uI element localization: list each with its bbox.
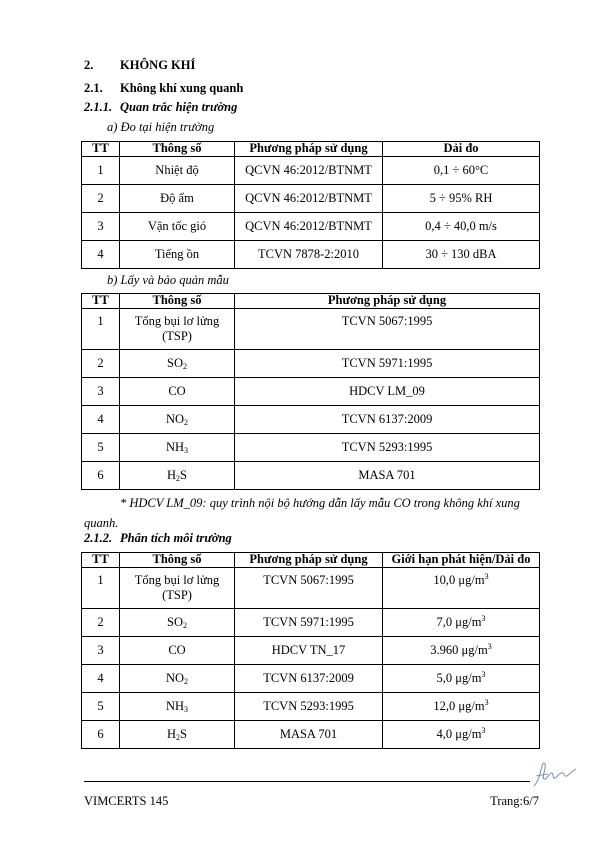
table-row [82, 241, 540, 269]
sub2-number: 2.1.2. [84, 531, 113, 545]
cell: 4,0 $\mu g/m^3$ [383, 721, 540, 749]
cell: $NH_3$ [120, 434, 235, 462]
cell: 10,0 $\mu g/m^3$ [383, 568, 540, 609]
cell: TCVN 7878-2:2010 [235, 241, 383, 269]
table-header-row [82, 294, 540, 309]
col-header: Dải đo [383, 142, 540, 157]
cell: QCVN 46:2012/BTNMT [235, 185, 383, 213]
section-number: 2. [84, 58, 94, 72]
cell: CO [120, 378, 235, 406]
field-measurement-table [81, 141, 540, 269]
table-row [82, 378, 540, 406]
col-header: Phương pháp sử dụng [235, 142, 383, 157]
table-row [82, 637, 540, 665]
sampling-table [81, 293, 540, 490]
cell: TCVN 5067:1995 [235, 568, 383, 609]
cell: CO [120, 637, 235, 665]
table-row [82, 721, 540, 749]
cell: 4 [82, 241, 120, 269]
cell: $H_2S$ [120, 462, 235, 490]
cell: 0,1 ÷ 60°C [383, 157, 540, 185]
cell: 1 [82, 157, 120, 185]
cell: QCVN 46:2012/BTNMT [235, 213, 383, 241]
cell: HDCV TN_17 [235, 637, 383, 665]
part-a-label: a) Đo tại hiện trường [107, 120, 215, 134]
cell: $NO_2$ [120, 665, 235, 693]
sub1-title: Quan trắc hiện trường [120, 100, 238, 114]
table-row [82, 185, 540, 213]
footer-divider [84, 781, 530, 782]
cell: MASA 701 [235, 462, 540, 490]
cell: TCVN 5971:1995 [235, 350, 540, 378]
col-header: Phương pháp sử dụng [235, 553, 383, 568]
cell: 5 [82, 434, 120, 462]
cell: TCVN 6137:2009 [235, 665, 383, 693]
col-header: Thông số [120, 142, 235, 157]
analysis-table [81, 552, 540, 749]
cell: $H_2S$ [120, 721, 235, 749]
col-header: Thông số [120, 553, 235, 568]
subsection-number: 2.1. [84, 81, 103, 95]
sub1-number: 2.1.1. [84, 100, 113, 114]
cell: 6 [82, 721, 120, 749]
footnote: * HDCV LM_09: quy trình nội bộ hướng dẫn lấy mẫu CO trong không khí xung quanh. [84, 496, 520, 530]
cell: MASA 701 [235, 721, 383, 749]
cell: TCVN 5293:1995 [235, 693, 383, 721]
cell: Tổng bụi lơ lửng (TSP) [120, 309, 235, 350]
sub1-heading [84, 100, 237, 115]
cell: 12,0 $\mu g/m^3$ [383, 693, 540, 721]
part-b-label: b) Lấy và bảo quản mẫu [107, 273, 229, 287]
cell: 5,0 $\mu g/m^3$ [383, 665, 540, 693]
subsection-heading [84, 81, 243, 96]
table-row [82, 693, 540, 721]
sub2-title: Phân tích môi trường [120, 531, 232, 545]
table-header-row [82, 553, 540, 568]
cell: 5 [82, 693, 120, 721]
col-header: TT [82, 553, 120, 568]
cell: 2 [82, 609, 120, 637]
sub2-heading [84, 531, 232, 546]
cell: 4 [82, 406, 120, 434]
subsection-title: Không khí xung quanh [120, 81, 244, 95]
table-row [82, 309, 540, 350]
cell: $SO_2$ [120, 609, 235, 637]
cell: HDCV LM_09 [235, 378, 540, 406]
cell: $SO_2$ [120, 350, 235, 378]
table-row [82, 434, 540, 462]
cell: 2 [82, 350, 120, 378]
table-row [82, 462, 540, 490]
page-number: Trang:6/7 [490, 794, 539, 808]
col-header: TT [82, 294, 120, 309]
section-heading [84, 58, 195, 73]
cell: 4 [82, 665, 120, 693]
cell: Tiếng ồn [120, 241, 235, 269]
cell: 3 [82, 213, 120, 241]
table-row [82, 609, 540, 637]
cell: 0,4 ÷ 40,0 m/s [383, 213, 540, 241]
cell: 30 ÷ 130 dBA [383, 241, 540, 269]
cell: 2 [82, 185, 120, 213]
table-row [82, 213, 540, 241]
section-title: KHÔNG KHÍ [120, 58, 196, 72]
cell: $NO_2$ [120, 406, 235, 434]
table-row [82, 406, 540, 434]
cell: 1 [82, 568, 120, 609]
cell: TCVN 5067:1995 [235, 309, 540, 350]
signature-mark [530, 752, 580, 792]
cell: TCVN 6137:2009 [235, 406, 540, 434]
cell: Vận tốc gió [120, 213, 235, 241]
table-row [82, 157, 540, 185]
table-header-row [82, 142, 540, 157]
cell: TCVN 5293:1995 [235, 434, 540, 462]
cell: 3 [82, 637, 120, 665]
cell: Nhiệt độ [120, 157, 235, 185]
cell: 1 [82, 309, 120, 350]
col-header: TT [82, 142, 120, 157]
col-header: Phương pháp sử dụng [235, 294, 540, 309]
cell: TCVN 5971:1995 [235, 609, 383, 637]
table-row [82, 665, 540, 693]
cell: 7,0 $\mu g/m^3$ [383, 609, 540, 637]
footer-left-text: VIMCERTS 145 [84, 794, 169, 808]
cell: 6 [82, 462, 120, 490]
cell: Độ ẩm [120, 185, 235, 213]
cell: 3 [82, 378, 120, 406]
col-header: Thông số [120, 294, 235, 309]
cell: 3.960 $\mu g/m^3$ [383, 637, 540, 665]
table-row [82, 568, 540, 609]
cell: 5 ÷ 95% RH [383, 185, 540, 213]
col-header: Giới hạn phát hiện/Dải đo [383, 553, 540, 568]
cell: Tổng bụi lơ lửng (TSP) [120, 568, 235, 609]
table-row [82, 350, 540, 378]
cell: $NH_3$ [120, 693, 235, 721]
cell: QCVN 46:2012/BTNMT [235, 157, 383, 185]
